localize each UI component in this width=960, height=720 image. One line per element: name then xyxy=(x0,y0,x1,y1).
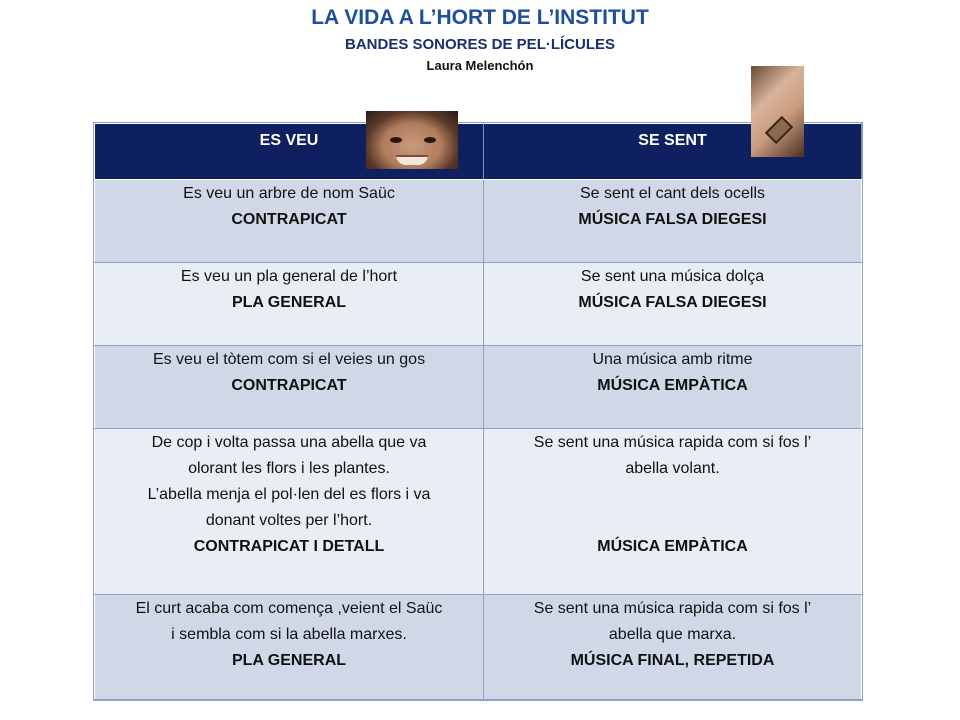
cell-es-veu xyxy=(95,346,484,429)
cell-description-line: Es veu un pla general de l’hort xyxy=(180,268,398,285)
column-header-se-sent: SE SENT xyxy=(484,124,862,180)
table-row xyxy=(95,346,862,429)
music-type-label: MÚSICA FALSA DIEGESI xyxy=(578,211,767,228)
shot-type-label: CONTRAPICAT xyxy=(231,211,347,228)
cell-es-veu xyxy=(95,595,484,700)
page-title: LA VIDA A L’HORT DE L’INSTITUT xyxy=(311,6,649,29)
shot-type-label: CONTRAPICAT xyxy=(231,377,347,394)
cell-description-line: Se sent una música rapida com si fos l’ xyxy=(533,600,812,617)
column-header-es-veu: ES VEU xyxy=(95,124,484,180)
table-row xyxy=(95,595,862,700)
cell-es-veu xyxy=(95,263,484,346)
shot-type-label: PLA GENERAL xyxy=(231,294,347,311)
cell-description-line: El curt acaba com comença ,veient el Saüc xyxy=(135,600,443,617)
cell-description-line: abella volant. xyxy=(625,460,720,477)
page-subtitle: BANDES SONORES DE PEL·LÍCULES xyxy=(344,36,616,53)
cell-description-line: Es veu el tòtem com si el veies un gos xyxy=(152,351,426,368)
ear-with-earring-photo xyxy=(751,66,804,157)
cell-description-line: olorant les flors i les plantes. xyxy=(188,460,390,477)
table-row xyxy=(95,429,862,595)
music-type-label: MÚSICA FINAL, REPETIDA xyxy=(570,652,775,669)
cell-description-line: i sembla com si la abella marxes. xyxy=(171,626,407,643)
cell-es-veu xyxy=(95,180,484,263)
table-row xyxy=(95,180,862,263)
cell-es-veu xyxy=(95,429,484,595)
cell-description-line: Se sent una música rapida com si fos l’ xyxy=(533,434,812,451)
cell-se-sent xyxy=(484,346,862,429)
cell-spacer xyxy=(492,482,853,534)
cell-se-sent xyxy=(484,429,862,595)
cell-description-line: De cop i volta passa una abella que va xyxy=(151,434,427,451)
author-name: Laura Melenchón xyxy=(426,58,534,73)
music-type-label: MÚSICA FALSA DIEGESI xyxy=(578,294,767,311)
music-type-label: MÚSICA EMPÀTICA xyxy=(597,538,748,555)
table-row xyxy=(95,263,862,346)
table-body xyxy=(95,180,862,700)
cell-description-line: Se sent una música dolça xyxy=(580,268,765,285)
scene-table xyxy=(94,123,862,700)
music-type-label: MÚSICA EMPÀTICA xyxy=(597,377,748,394)
cell-se-sent xyxy=(484,595,862,700)
cell-description-line: donant voltes per l’hort. xyxy=(205,512,373,529)
cell-description-line: Es veu un arbre de nom Saüc xyxy=(183,185,395,202)
table-header-row xyxy=(95,124,862,180)
shot-type-label: PLA GENERAL xyxy=(231,652,347,669)
cell-description-line: L’abella menja el pol·len del es flors i va xyxy=(147,486,431,503)
girl-face-photo xyxy=(366,111,458,169)
shot-type-label: CONTRAPICAT I DETALL xyxy=(193,538,385,555)
cell-description-line: Una música amb ritme xyxy=(592,351,753,368)
cell-description-line: Se sent el cant dels ocells xyxy=(580,185,765,202)
cell-se-sent xyxy=(484,263,862,346)
cell-se-sent xyxy=(484,180,862,263)
cell-description-line: abella que marxa. xyxy=(608,626,737,643)
